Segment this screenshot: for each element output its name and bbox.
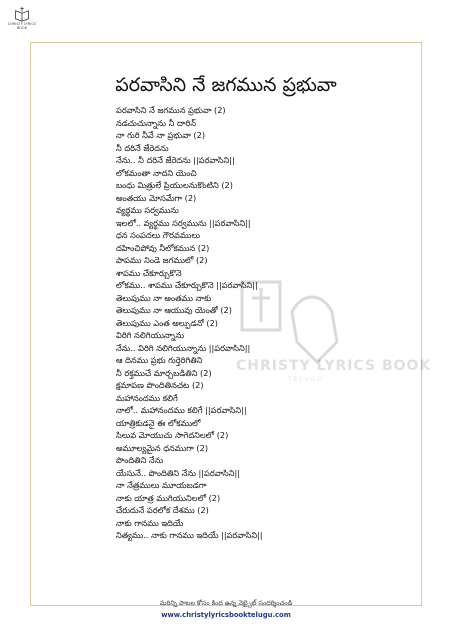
lyric-line: నడచుచున్నాను నీ దారిన్ [116,117,197,128]
lyric-line: నా నేత్రములు మూయబడగా [116,480,207,490]
site-logo [6,6,38,36]
lyric-line: నీ దరినే జేరెదను [116,142,169,153]
lyric-line: తెలుపుము నా ఆయువు యెంతో (2) [116,305,232,315]
lyric-line: పరవాసిని నే జగమున ప్రభువా (2) [116,105,226,115]
lyric-line: క్షమాపణ పొందితినచట (2) [116,380,204,390]
lyric-line: చేరుదునే పరలోక దేశము (2) [116,505,209,515]
lyric-line: లోకమంతా నాదని యెంచి [116,167,197,178]
lyric-line: నేను.. విరిగి నలిగియున్నాను ||పరవాసిని|| [116,342,251,353]
website-link[interactable]: www.christylyricsbooktelugu.com [161,611,291,619]
lyric-line: ఆ దినము ప్రభు గుర్తెరిగితిని [116,355,203,365]
song-title: పరవాసిని నే జగమున ప్రభువా [115,74,337,96]
watermark-title: CHRISTY LYRICS BOOK [236,358,432,374]
lyrics-body [116,104,376,542]
lyric-line: దహించిపోవు నీలోకమున (2) [116,242,210,253]
lyric-line: మహానందము కలిగే [116,392,178,403]
watermark-subtitle: TELUGU [288,376,324,383]
lyric-line: ఇలలో.. వ్యర్థము సర్వమును ||పరవాసిని|| [116,217,251,228]
footer-note: మరిన్ని పాటల కోసం కింద ఉన్న వెబ్సైట్ సందర్శించండి [159,599,293,607]
lyric-line: వ్యర్థము సర్వమును [116,205,179,215]
book-cross-icon [14,6,30,22]
lyric-line: నా గురి నీవే నా ప్రభువా (2) [116,130,206,140]
lyric-line: యాత్రికుడనై ఈ లోకములో [116,417,201,428]
lyric-line: నీ రక్తముచే మార్చబడితిని (2) [116,367,212,378]
lyric-line: తెలుపుము నా అంతము నాకు [116,292,212,303]
lyric-line: విరిగి నలిగియున్నాను [116,330,185,340]
lyric-line: శాపము చేకూర్చుకొనె [116,267,182,278]
lyric-line: నిత్యము.. నాకు గానము ఇదియే ||పరవాసిని|| [116,530,263,540]
lyric-line: పొందితిని నేను [116,455,164,465]
logo-text: CHRISTY LYRICS BOOK [7,22,37,30]
lyric-line: లోకము.. శాపము చేకూర్చుకొనె ||పరవాసిని|| [116,280,258,290]
lyric-line: నేను.. నీ దరినే జేరెదను ||పరవాసిని|| [116,155,235,165]
lyric-line: సిలువ మోయుచు సాగెదనిలలో (2) [116,430,229,440]
lyric-line: నాకు గానము ఇదియే [116,517,184,528]
lyric-line: అమూల్యమైన ధనముగా (2) [116,442,209,453]
lyric-line: తెలుపుము ఎంత అల్పుడనో (2) [116,317,218,328]
lyric-line: ధన సంపదలు గౌరవములు [116,230,200,240]
lyric-line: అంతయు మోసమేగా (2) [116,192,197,203]
lyric-line: నాకు యాత్ర ముగియునిలలో (2) [116,492,221,503]
lyric-line: నాలో.. మహానందము కలిగే ||పరవాసిని|| [116,405,247,415]
lyric-line: బంధు మిత్రులే ప్రియులనుకొంటిని (2) [116,180,233,190]
lyric-line: పాపము నిండె జగములో (2) [116,255,208,265]
lyric-line: యేసునే.. పొందితిని నేను ||పరవాసిని|| [116,467,241,478]
